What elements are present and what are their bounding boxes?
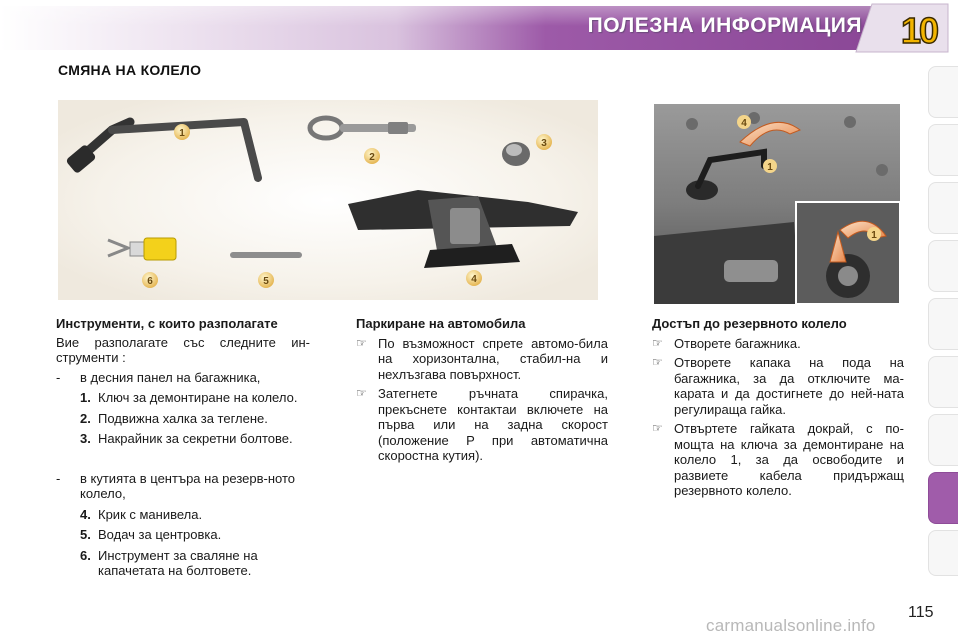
dash-marker: -	[56, 470, 61, 486]
tool-item: 1. Ключ за демонтиране на колело.	[80, 390, 298, 405]
centering-guide-drawing	[230, 252, 302, 258]
parking-heading: Паркиране на автомобила	[356, 316, 526, 331]
tools-column	[56, 316, 310, 579]
section-title: СМЯНА НА КОЛЕЛО	[58, 62, 202, 78]
tools-group-1	[56, 370, 310, 386]
parking-bullet: ☞ По възможност спрете автомо-била на хоризонтална, стабил-на и нехлъзгава повърхност.	[356, 335, 608, 382]
dash-marker: -	[56, 369, 61, 385]
tools-group-2	[56, 471, 310, 502]
chapter-tab[interactable]	[928, 182, 958, 234]
tools-intro: Вие разполагате със следните ин-струменти :	[56, 334, 310, 365]
hand-pointer-icon: ☞	[652, 335, 663, 350]
hand-pointer-icon: ☞	[356, 335, 367, 350]
access-bullet: ☞ Отворете багажника.	[652, 335, 801, 351]
hand-pointer-icon: ☞	[356, 386, 367, 400]
tools-callout: 6	[147, 276, 153, 287]
chapter-tab[interactable]	[928, 66, 958, 118]
chapter-tab[interactable]	[928, 240, 958, 292]
chapter-tab[interactable]	[928, 530, 958, 576]
trunk-illustration	[654, 104, 900, 304]
tool-item: 2. Подвижна халка за теглене.	[80, 410, 268, 426]
tool-item: 3. Накрайник за секретни болтове.	[80, 431, 293, 446]
chapter-tab[interactable]	[928, 356, 958, 408]
tools-group-1-text: в десния панел на багажника,	[80, 369, 261, 385]
chapter-tab-strip	[926, 66, 960, 576]
access-column	[652, 316, 904, 499]
hand-pointer-icon: ☞	[652, 355, 663, 369]
trunk-callout: 4	[741, 118, 747, 129]
access-heading: Достъп до резервното колело	[652, 316, 847, 331]
chapter-tab[interactable]	[928, 298, 958, 350]
tool-item: 4. Крик с манивела.	[80, 506, 203, 522]
hand-pointer-icon: ☞	[652, 421, 663, 435]
chapter-tab-active[interactable]	[928, 472, 958, 524]
tools-callout: 1	[179, 128, 185, 139]
parking-bullet: ☞ Затегнете ръчната спирачка, прекъснете контактаи включете на първа или на задна скорост (положение P при автоматична скоростна кутия).	[356, 386, 608, 463]
chapter-title: ПОЛЕЗНА ИНФОРМАЦИЯ	[587, 14, 862, 37]
watermark: carmanualsonline.info	[706, 616, 876, 635]
tool-item: 6. Инструмент за сваляне на капачетата на болтовете.	[80, 547, 258, 578]
tools-callout: 3	[541, 138, 547, 149]
chapter-tab[interactable]	[928, 414, 958, 466]
tool-item: 5. Водач за центровка.	[80, 527, 222, 542]
chapter-number-badge: 10	[900, 10, 938, 51]
parking-column	[356, 316, 608, 464]
tools-callout: 5	[263, 276, 269, 287]
bolt-socket-drawing	[502, 142, 530, 166]
tools-callout: 2	[369, 152, 375, 163]
chapter-tab[interactable]	[928, 124, 958, 176]
trunk-callout: 1	[871, 230, 877, 241]
tools-group-2-text: в кутията в центъра на резерв-ното колело,	[80, 470, 296, 501]
page-number: 115	[908, 604, 934, 621]
tools-illustration	[58, 100, 598, 300]
tools-heading: Инструменти, с които разполагате	[56, 316, 278, 331]
access-bullet: ☞ Отворете капака на пода на багажника, за да отключите ма-карата и да достигнете до ней-ната регулираща гайка.	[652, 355, 904, 417]
access-bullet: ☞ Отвъртете гайката докрай, с по-мощта на ключа за демонтиране на колело 1, за да освободите и развиете кабела придържащ резервното колело.	[652, 421, 904, 498]
tools-callout: 4	[471, 274, 477, 285]
trunk-callout: 1	[767, 162, 773, 173]
